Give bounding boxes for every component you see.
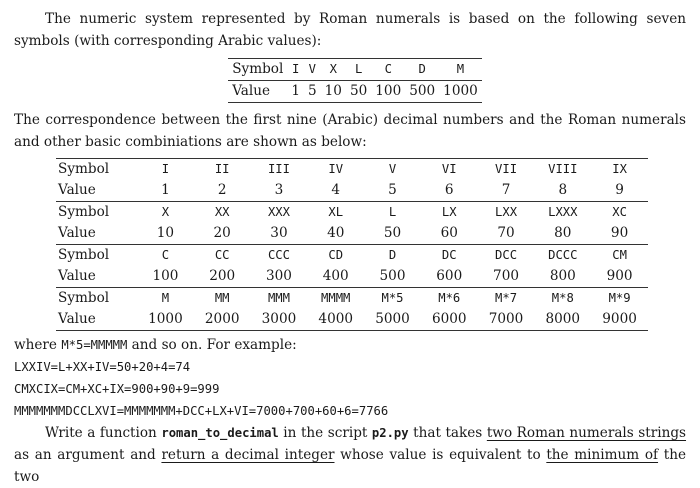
symbol-cell: V (364, 159, 421, 181)
symbol-cell: XXX (251, 202, 308, 224)
symbol-cell: CD (307, 245, 364, 267)
value-cell: 100 (152, 268, 179, 284)
value-cell: 1 (161, 182, 170, 198)
task-paragraph (14, 422, 686, 488)
value-cell: 1000 (439, 81, 482, 103)
task-text-2: in the script (278, 425, 372, 441)
value-row (56, 180, 648, 202)
symbol-cell: CCC (251, 245, 308, 267)
symbol-cell: IX (591, 159, 648, 181)
symbol-cell: XL (307, 202, 364, 224)
symbol-cell: XX (194, 202, 251, 224)
symbol-cell: C (137, 245, 194, 267)
value-cell: 10 (321, 81, 346, 103)
value-cell: 9000 (591, 309, 648, 331)
value-cell: 5 (304, 81, 321, 103)
value-cell: 30 (270, 225, 288, 241)
symbol-cell: III (251, 159, 308, 181)
value-cell: 10 (156, 225, 175, 241)
intro-paragraph: The numeric system represented by Roman numerals is based on the following seven symbols (with corresponding Arabic values): (14, 11, 686, 49)
row-label: Value (58, 268, 96, 284)
task-text-1: Write a function (45, 425, 162, 441)
symbol-cell: I (287, 59, 304, 81)
row-label: Value (228, 81, 287, 103)
value-cell: 800 (549, 268, 576, 284)
symbol-cell: X (137, 202, 194, 224)
symbol-cell: D (364, 245, 421, 267)
document-page (14, 8, 686, 488)
symbol-row (56, 288, 648, 310)
task-text-6: the two (14, 447, 686, 485)
symbol-cell: MMM (251, 288, 308, 310)
symbol-cell: M*5 (364, 288, 421, 310)
value-cell: 100 (371, 81, 405, 103)
value-cell: 5000 (364, 309, 421, 331)
value-cell: 7000 (478, 309, 535, 331)
underlined-two-strings: two Roman numerals strings (486, 425, 687, 441)
task-text-4: as an argument and (14, 447, 162, 463)
symbol-cell: L (346, 59, 371, 81)
symbol-cell: VI (421, 159, 478, 181)
script-name: p2.py (371, 426, 409, 440)
symbol-cell: M*7 (478, 288, 535, 310)
row-label: Symbol (56, 159, 137, 181)
row-label: Symbol (56, 202, 137, 224)
value-cell: 9 (615, 182, 624, 198)
where-code: M*5=MMMMM (61, 338, 128, 352)
example-line-2: CMXCIX=CM+XC+IX=900+90+9=999 (14, 382, 220, 396)
symbol-cell: LX (421, 202, 478, 224)
roman-symbols-table (228, 58, 482, 103)
symbol-cell: MM (194, 288, 251, 310)
symbol-cell: M*9 (591, 288, 648, 310)
symbol-cell: CC (194, 245, 251, 267)
value-cell: 60 (440, 225, 458, 241)
value-cell: 700 (493, 268, 519, 284)
symbol-cell: M (137, 288, 194, 310)
symbol-cell: XC (591, 202, 648, 224)
roman-combinations-table (56, 158, 648, 331)
value-cell: 200 (209, 268, 236, 284)
row-label: Symbol (56, 245, 137, 267)
symbol-cell: DCC (478, 245, 535, 267)
row-label: Symbol (228, 59, 287, 81)
value-row (56, 266, 648, 288)
value-cell: 500 (379, 268, 406, 284)
symbol-cell: M*8 (534, 288, 591, 310)
row-label: Value (58, 225, 96, 241)
value-cell: 600 (436, 268, 463, 284)
symbol-cell: MMMM (307, 288, 364, 310)
symbol-cell: M (439, 59, 482, 81)
value-cell: 1000 (137, 309, 194, 331)
symbol-cell: C (371, 59, 405, 81)
value-row (56, 223, 648, 245)
symbol-row (56, 202, 648, 224)
value-cell: 3 (274, 182, 284, 198)
value-cell: 50 (383, 225, 402, 241)
value-cell: 500 (405, 81, 439, 103)
value-cell: 900 (606, 268, 633, 284)
row-label: Value (58, 182, 96, 198)
symbol-cell: LXXX (534, 202, 591, 224)
value-cell: 2 (217, 182, 227, 198)
value-cell: 6000 (421, 309, 478, 331)
value-cell: 3000 (251, 309, 308, 331)
where-post-text: and so on. For example: (127, 337, 297, 353)
symbol-cell: II (194, 159, 251, 181)
value-cell: 90 (610, 225, 629, 241)
symbol-cell: V (304, 59, 321, 81)
value-cell: 400 (322, 268, 349, 284)
symbol-cell: D (405, 59, 439, 81)
value-cell: 20 (213, 225, 231, 241)
value-row (228, 81, 482, 103)
underlined-minimum-of: the minimum of (546, 447, 659, 463)
value-row (56, 309, 648, 331)
row-label: Symbol (56, 288, 137, 310)
where-paragraph (14, 334, 686, 356)
value-cell: 40 (327, 225, 345, 241)
symbol-cell: M*6 (421, 288, 478, 310)
row-label: Value (56, 309, 137, 331)
task-text-5: whose value is equivalent to (334, 447, 547, 463)
value-cell: 50 (346, 81, 371, 103)
value-cell: 70 (497, 225, 515, 241)
value-cell: 80 (554, 225, 572, 241)
symbol-cell: L (364, 202, 421, 224)
symbol-cell: IV (307, 159, 364, 181)
value-cell: 2000 (194, 309, 251, 331)
symbol-cell: VII (478, 159, 535, 181)
value-cell: 7 (501, 182, 511, 198)
symbol-row (56, 245, 648, 267)
value-cell: 5 (388, 182, 397, 198)
symbol-cell: X (321, 59, 346, 81)
example-line-3: MMMMMMMDCCLXVI=MMMMMMM+DCC+LX+VI=7000+700+60+6=7766 (14, 404, 389, 418)
symbol-cell: LXX (478, 202, 535, 224)
symbol-cell: DCCC (534, 245, 591, 267)
value-cell: 4 (331, 182, 341, 198)
symbol-row (228, 59, 482, 81)
symbol-row (56, 159, 648, 181)
value-cell: 8 (558, 182, 568, 198)
value-cell: 4000 (307, 309, 364, 331)
task-text-3: that takes (408, 425, 487, 441)
symbol-cell: CM (591, 245, 648, 267)
value-cell: 1 (287, 81, 304, 103)
symbol-cell: I (137, 159, 194, 181)
symbol-cell: DC (421, 245, 478, 267)
example-line-1: LXXIV=L+XX+IV=50+20+4=74 (14, 360, 191, 374)
value-cell: 300 (265, 268, 292, 284)
correspondence-paragraph: The correspondence between the first nine (Arabic) decimal numbers and the Roman numerals and other basic combiniations are shown as below: (14, 112, 686, 150)
symbol-cell: VIII (534, 159, 591, 181)
value-cell: 6 (444, 182, 454, 198)
underlined-return-integer: return a decimal integer (161, 447, 335, 463)
function-name: roman_to_decimal (161, 426, 279, 440)
where-pre-text: where (14, 337, 62, 353)
value-cell: 8000 (534, 309, 591, 331)
